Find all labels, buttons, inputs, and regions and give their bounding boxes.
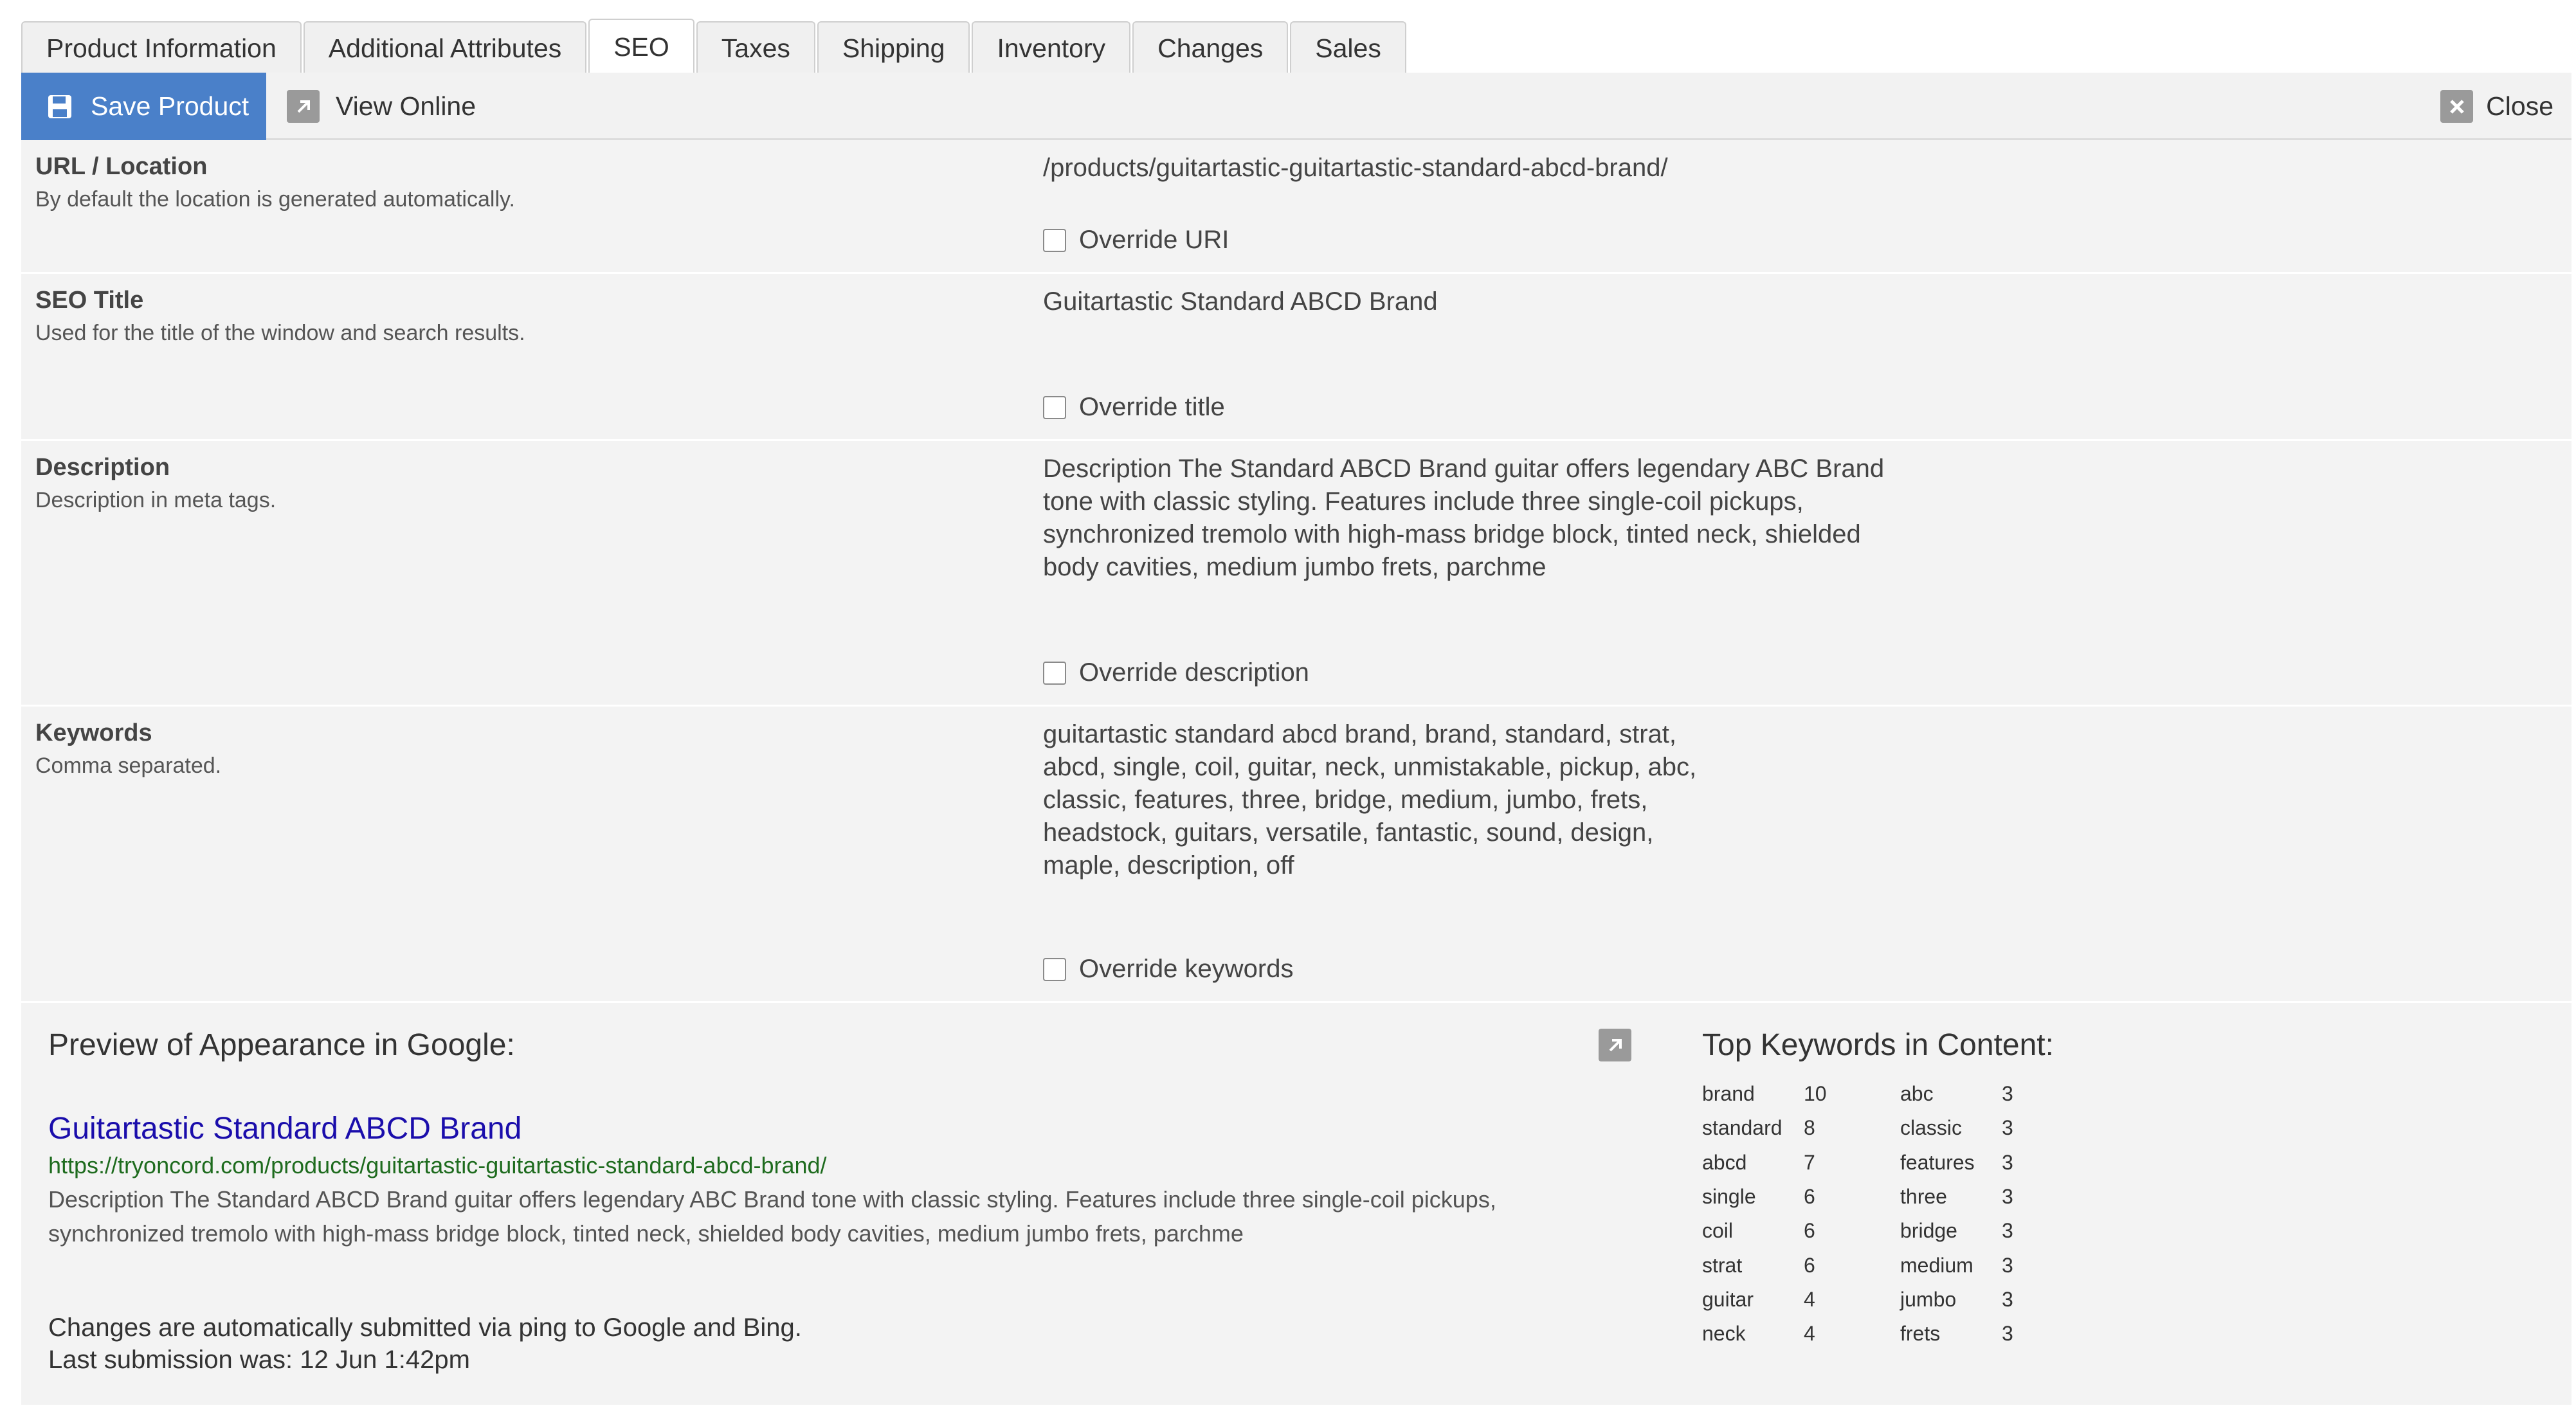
save-product-label: Save Product [91, 91, 249, 121]
keyword-count: 3 [2002, 1082, 2013, 1106]
keywords-line: abcd, single, coil, guitar, neck, unmistakable, pickup, abc, [1043, 753, 1697, 781]
google-preview-panel [21, 1003, 2571, 1405]
description-hint: Description in meta tags. [35, 488, 277, 512]
keyword-count: 10 [1804, 1082, 1827, 1106]
keyword-count: 4 [1804, 1322, 1815, 1346]
tab-seo[interactable]: SEO [588, 19, 694, 74]
description-label: Description [35, 454, 170, 481]
keyword-count: 3 [2002, 1150, 2013, 1174]
keyword-row [1900, 1283, 2040, 1317]
keyword-word: classic [1900, 1116, 1963, 1140]
keyword-word: frets [1900, 1322, 1941, 1346]
keyword-row [1900, 1146, 2040, 1180]
keyword-word: bridge [1900, 1219, 1957, 1243]
keyword-word: standard [1702, 1116, 1782, 1140]
keyword-row [1702, 1077, 1842, 1111]
tab-taxes[interactable]: Taxes [696, 21, 815, 74]
url-location-hint: By default the location is generated automatically. [35, 187, 515, 212]
tab-additional-attributes[interactable]: Additional Attributes [304, 21, 586, 74]
external-link-icon [287, 90, 320, 123]
last-submission: Last submission was: 12 Jun 1:42pm [48, 1346, 470, 1374]
checkbox-box[interactable] [1043, 662, 1066, 685]
override-uri-label: Override URI [1079, 226, 1229, 254]
keyword-word: neck [1702, 1322, 1746, 1346]
override-uri-checkbox[interactable] [1043, 226, 1229, 255]
keyword-row [1900, 1317, 2040, 1351]
tab-changes[interactable]: Changes [1132, 21, 1288, 74]
keywords-line: guitartastic standard abcd brand, brand, standard, strat, [1043, 720, 1677, 748]
keyword-word: strat [1702, 1253, 1743, 1277]
close-button[interactable] [2440, 73, 2553, 140]
google-result-title[interactable]: Guitartastic Standard ABCD Brand [48, 1112, 522, 1146]
description-row [21, 441, 2571, 707]
keyword-word: abcd [1702, 1150, 1747, 1174]
tab-product-information[interactable]: Product Information [21, 21, 302, 74]
floppy-disk-icon [47, 94, 73, 120]
url-location-row [21, 140, 2571, 274]
keywords-right-column [1900, 1077, 2040, 1351]
keyword-count: 6 [1804, 1253, 1815, 1277]
keyword-word: three [1900, 1185, 1947, 1209]
view-online-label: View Online [336, 91, 476, 121]
description-value [1043, 453, 1884, 584]
google-preview-heading: Preview of Appearance in Google: [48, 1028, 515, 1062]
override-keywords-label: Override keywords [1079, 955, 1294, 983]
google-result-url: https://tryoncord.com/products/guitartastic-guitartastic-standard-abcd-brand/ [48, 1152, 827, 1178]
keyword-row [1702, 1317, 1842, 1351]
keyword-count: 7 [1804, 1150, 1815, 1174]
keyword-row [1702, 1214, 1842, 1248]
keyword-word: medium [1900, 1253, 1973, 1277]
description-line: Description The Standard ABCD Brand guitar offers legendary ABC Brand [1043, 455, 1885, 483]
google-description-line: synchronized tremolo with high-mass bridge block, tinted neck, shielded body cavities, medium jumbo frets, parchme [48, 1220, 1244, 1247]
keywords-left-column [1702, 1077, 1842, 1351]
seo-title-row [21, 274, 2571, 441]
url-location-value: /products/guitartastic-guitartastic-standard-abcd-brand/ [1043, 154, 1668, 182]
keywords-line: classic, features, three, bridge, medium, jumbo, frets, [1043, 786, 1648, 814]
seo-title-hint: Used for the title of the window and search results. [35, 321, 525, 345]
keyword-row [1702, 1248, 1842, 1282]
keyword-row [1900, 1180, 2040, 1214]
keywords-line: maple, description, off [1043, 851, 1294, 880]
keywords-line: headstock, guitars, versatile, fantastic, sound, design, [1043, 818, 1654, 847]
top-keywords-heading: Top Keywords in Content: [1702, 1028, 2054, 1062]
view-online-button[interactable] [287, 73, 476, 140]
close-label: Close [2486, 91, 2553, 121]
keyword-word: guitar [1702, 1287, 1754, 1311]
keywords-hint: Comma separated. [35, 754, 222, 778]
keyword-count: 3 [2002, 1219, 2013, 1243]
keywords-value [1043, 718, 1696, 882]
tab-inventory[interactable]: Inventory [972, 21, 1130, 74]
submission-info [48, 1312, 802, 1376]
description-line: tone with classic styling. Features include three single-coil pickups, [1043, 487, 1804, 516]
keyword-word: abc [1900, 1082, 1934, 1106]
checkbox-box[interactable] [1043, 396, 1066, 419]
keyword-count: 8 [1804, 1116, 1815, 1140]
keyword-word: features [1900, 1150, 1975, 1174]
toolbar [21, 73, 2571, 140]
keyword-row [1702, 1180, 1842, 1214]
save-product-button[interactable] [21, 73, 266, 140]
keyword-count: 3 [2002, 1185, 2013, 1209]
tab-sales[interactable]: Sales [1290, 21, 1406, 74]
override-keywords-checkbox[interactable] [1043, 955, 1293, 984]
keyword-row [1702, 1111, 1842, 1145]
keyword-word: single [1702, 1185, 1756, 1209]
keyword-row [1702, 1146, 1842, 1180]
keyword-row [1900, 1077, 2040, 1111]
keywords-row [21, 707, 2571, 1003]
keyword-count: 3 [2002, 1116, 2013, 1140]
tab-shipping[interactable]: Shipping [817, 21, 970, 74]
seo-title-label: SEO Title [35, 287, 144, 314]
description-line: synchronized tremolo with high-mass bridge block, tinted neck, shielded [1043, 520, 1861, 548]
description-line: body cavities, medium jumbo frets, parchme [1043, 553, 1547, 581]
override-title-checkbox[interactable] [1043, 393, 1225, 422]
close-icon [2440, 90, 2473, 123]
override-description-label: Override description [1079, 658, 1309, 687]
keyword-count: 6 [1804, 1219, 1815, 1243]
keyword-row [1900, 1214, 2040, 1248]
submission-note: Changes are automatically submitted via ping to Google and Bing. [48, 1313, 802, 1342]
url-location-label: URL / Location [35, 153, 208, 180]
keyword-count: 4 [1804, 1287, 1815, 1311]
keyword-count: 3 [2002, 1322, 2013, 1346]
keyword-word: jumbo [1900, 1287, 1957, 1311]
checkbox-box[interactable] [1043, 958, 1066, 981]
keyword-row [1900, 1248, 2040, 1282]
google-result-description [48, 1182, 1592, 1250]
google-description-line: Description The Standard ABCD Brand guitar offers legendary ABC Brand tone with classic styling. Features include three single-coil pickups, [48, 1186, 1496, 1213]
checkbox-box[interactable] [1043, 229, 1066, 252]
keyword-word: brand [1702, 1082, 1755, 1106]
override-description-checkbox[interactable] [1043, 658, 1309, 687]
keyword-row [1900, 1111, 2040, 1145]
keyword-word: coil [1702, 1219, 1734, 1243]
keyword-count: 3 [2002, 1287, 2013, 1311]
external-link-icon[interactable] [1599, 1029, 1631, 1061]
seo-title-value: Guitartastic Standard ABCD Brand [1043, 287, 1438, 316]
keyword-row [1702, 1283, 1842, 1317]
override-title-label: Override title [1079, 393, 1225, 421]
keyword-count: 6 [1804, 1185, 1815, 1209]
keywords-label: Keywords [35, 719, 152, 746]
keyword-count: 3 [2002, 1253, 2013, 1277]
tab-bar [21, 19, 1408, 73]
